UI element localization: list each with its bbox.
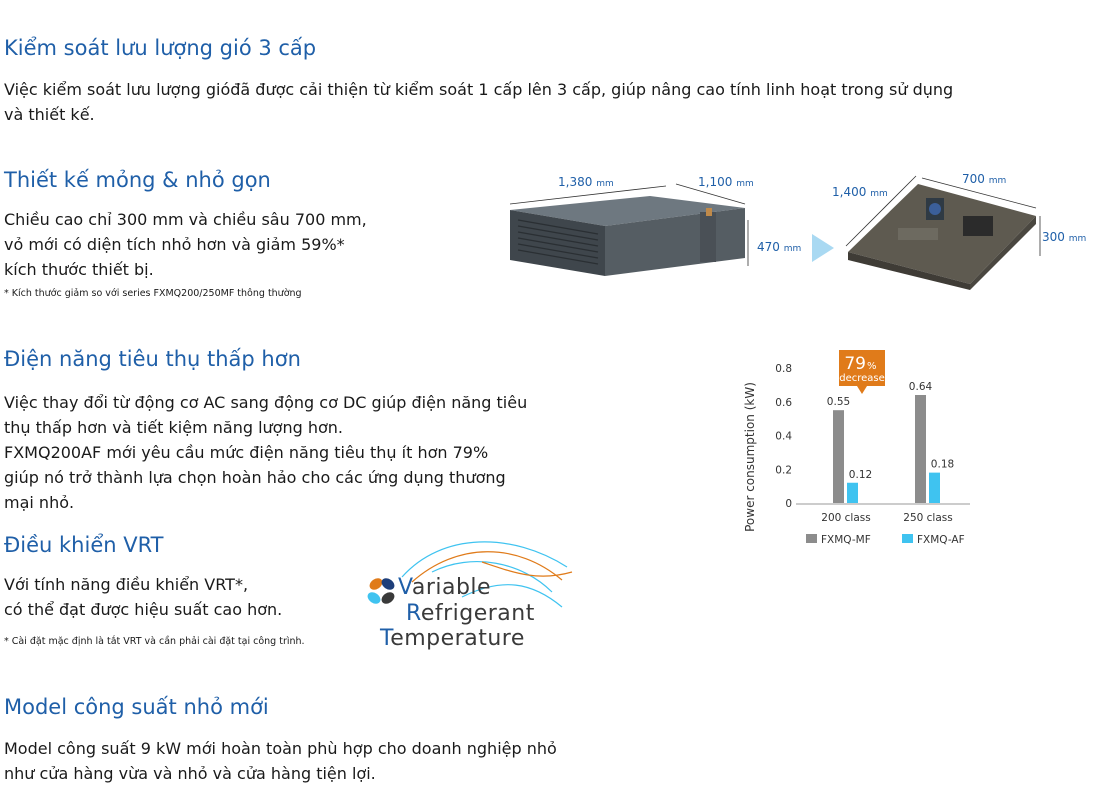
slim-note: * Kích thước giảm so với series FXMQ200/250MF thông thường (4, 288, 302, 299)
chart-category-label: 250 class (903, 512, 953, 524)
vrt-logo-word-variable (398, 575, 491, 600)
vrt-logo-rest-refrigerant: efrigerant (420, 601, 535, 626)
chart-y-tick-label: 0 (785, 498, 792, 510)
chart-bar (833, 410, 844, 503)
new-height-label (1042, 230, 1086, 244)
slim-body-line1: Chiều cao chỉ 300 mm và chiều sâu 700 mm, (4, 210, 367, 229)
new-depth-unit: mm (988, 176, 1007, 186)
vrt-title: Điều khiển VRT (4, 533, 164, 557)
old-depth-value: 1,100 (698, 175, 733, 189)
new-width-value: 1,400 (832, 185, 867, 199)
power-body-line1: Việc thay đổi từ động cơ AC sang động cơ DC giúp điện năng tiêu (4, 393, 528, 412)
vrt-logo-initial-t: T (380, 626, 391, 651)
chart-y-tick-label: 0.4 (775, 430, 792, 443)
airflow-body-line1: Việc kiểm soát lưu lượng gióđã được cải thiện từ kiểm soát 1 cấp lên 3 cấp, giúp nâng cao tính linh hoạt trong sử dụng (4, 80, 954, 99)
chart-data-label: 0.64 (908, 381, 933, 393)
slim-body-line3: kích thước thiết bị. (4, 260, 154, 279)
vrt-logo-initial-r: R (406, 601, 421, 626)
power-title: Điện năng tiêu thụ thấp hơn (4, 347, 301, 371)
old-height-label (757, 240, 801, 254)
chart-callout (839, 350, 885, 394)
chart-legend-label: FXMQ-AF (917, 534, 965, 546)
model-body-line1: Model công suất 9 kW mới hoàn toàn phù hợp cho doanh nghiệp nhỏ (4, 739, 557, 758)
model-body-line2: như cửa hàng vừa và nhỏ và cửa hàng tiện lợi. (4, 764, 376, 783)
new-width-unit: mm (870, 189, 888, 199)
chart-bar (929, 473, 940, 503)
old-height-value: 470 (757, 240, 780, 254)
power-consumption-chart (738, 345, 978, 550)
model-title: Model công suất nhỏ mới (4, 695, 269, 719)
vrt-body-line2: có thể đạt được hiệu suất cao hơn. (4, 600, 283, 619)
comparison-arrow-icon (810, 232, 836, 264)
chart-callout-unit: % (867, 361, 877, 372)
chart-bar (915, 395, 926, 503)
vrt-body-line1: Với tính năng điều khiển VRT*, (4, 575, 249, 594)
slim-body-line2: vỏ mới có diện tích nhỏ hơn và giảm 59%* (4, 235, 345, 254)
chart-legend-swatch (902, 534, 913, 543)
chart-y-axis-label: Power consumption (kW) (743, 382, 757, 532)
old-depth-label (698, 175, 754, 189)
chart-legend-label: FXMQ-MF (821, 534, 871, 546)
chart-legend (806, 534, 965, 546)
old-width-label (558, 175, 614, 189)
slim-title: Thiết kế mỏng & nhỏ gọn (4, 168, 271, 192)
vrt-logo-word-temperature (380, 626, 525, 651)
chart-y-tick-label: 0.2 (775, 464, 792, 477)
chart-category-label: 200 class (821, 512, 871, 524)
chart-callout-value: 79 (844, 354, 866, 374)
chart-data-label: 0.18 (930, 458, 955, 471)
old-unit-illustration (500, 170, 800, 280)
new-height-value: 300 (1042, 230, 1065, 244)
chart-callout-pointer (857, 386, 867, 394)
power-body-line5: mại nhỏ. (4, 493, 75, 512)
vrt-logo-rest-variable: ariable (411, 575, 492, 600)
new-height-unit: mm (1068, 234, 1087, 244)
vrt-logo-initial-v: V (398, 575, 412, 600)
chart-callout-text: decrease (839, 373, 885, 384)
chart-bars (821, 381, 954, 524)
chart-legend-swatch (806, 534, 817, 543)
chart-y-tick-label: 0.8 (775, 363, 792, 375)
vrt-logo-mark-icon (365, 576, 396, 606)
new-width-label (832, 185, 888, 199)
airflow-body-line2: và thiết kế. (4, 105, 95, 124)
power-body-line4: giúp nó trở thành lựa chọn hoàn hảo cho các ứng dụng thương (4, 468, 506, 487)
old-height-unit: mm (783, 244, 802, 254)
old-depth-unit: mm (736, 179, 754, 189)
new-depth-value: 700 (962, 172, 985, 186)
vrt-logo-word-refrigerant (406, 601, 535, 626)
old-unit-connector (706, 208, 712, 216)
airflow-title: Kiểm soát lưu lượng gió 3 cấp (4, 36, 317, 60)
chart-bar (847, 483, 858, 503)
chart-y-ticks (775, 363, 792, 510)
chart-data-label: 0.55 (826, 396, 851, 409)
new-depth-label (962, 172, 1006, 186)
chart-y-tick-label: 0.6 (775, 396, 792, 409)
power-body-line3: FXMQ200AF mới yêu cầu mức điện năng tiêu thụ ít hơn 79% (4, 443, 489, 462)
vrt-note: * Cài đặt mặc định là tắt VRT và cần phải cài đặt tại công trình. (4, 636, 305, 647)
old-width-unit: mm (596, 179, 614, 189)
chart-data-label: 0.12 (848, 468, 873, 481)
power-body-line2: thụ thấp hơn và tiết kiệm năng lượng hơn. (4, 418, 344, 437)
old-width-value: 1,380 (558, 175, 593, 189)
old-unit-control-box (700, 212, 716, 262)
vrt-logo-rest-temperature: emperature (390, 626, 525, 651)
